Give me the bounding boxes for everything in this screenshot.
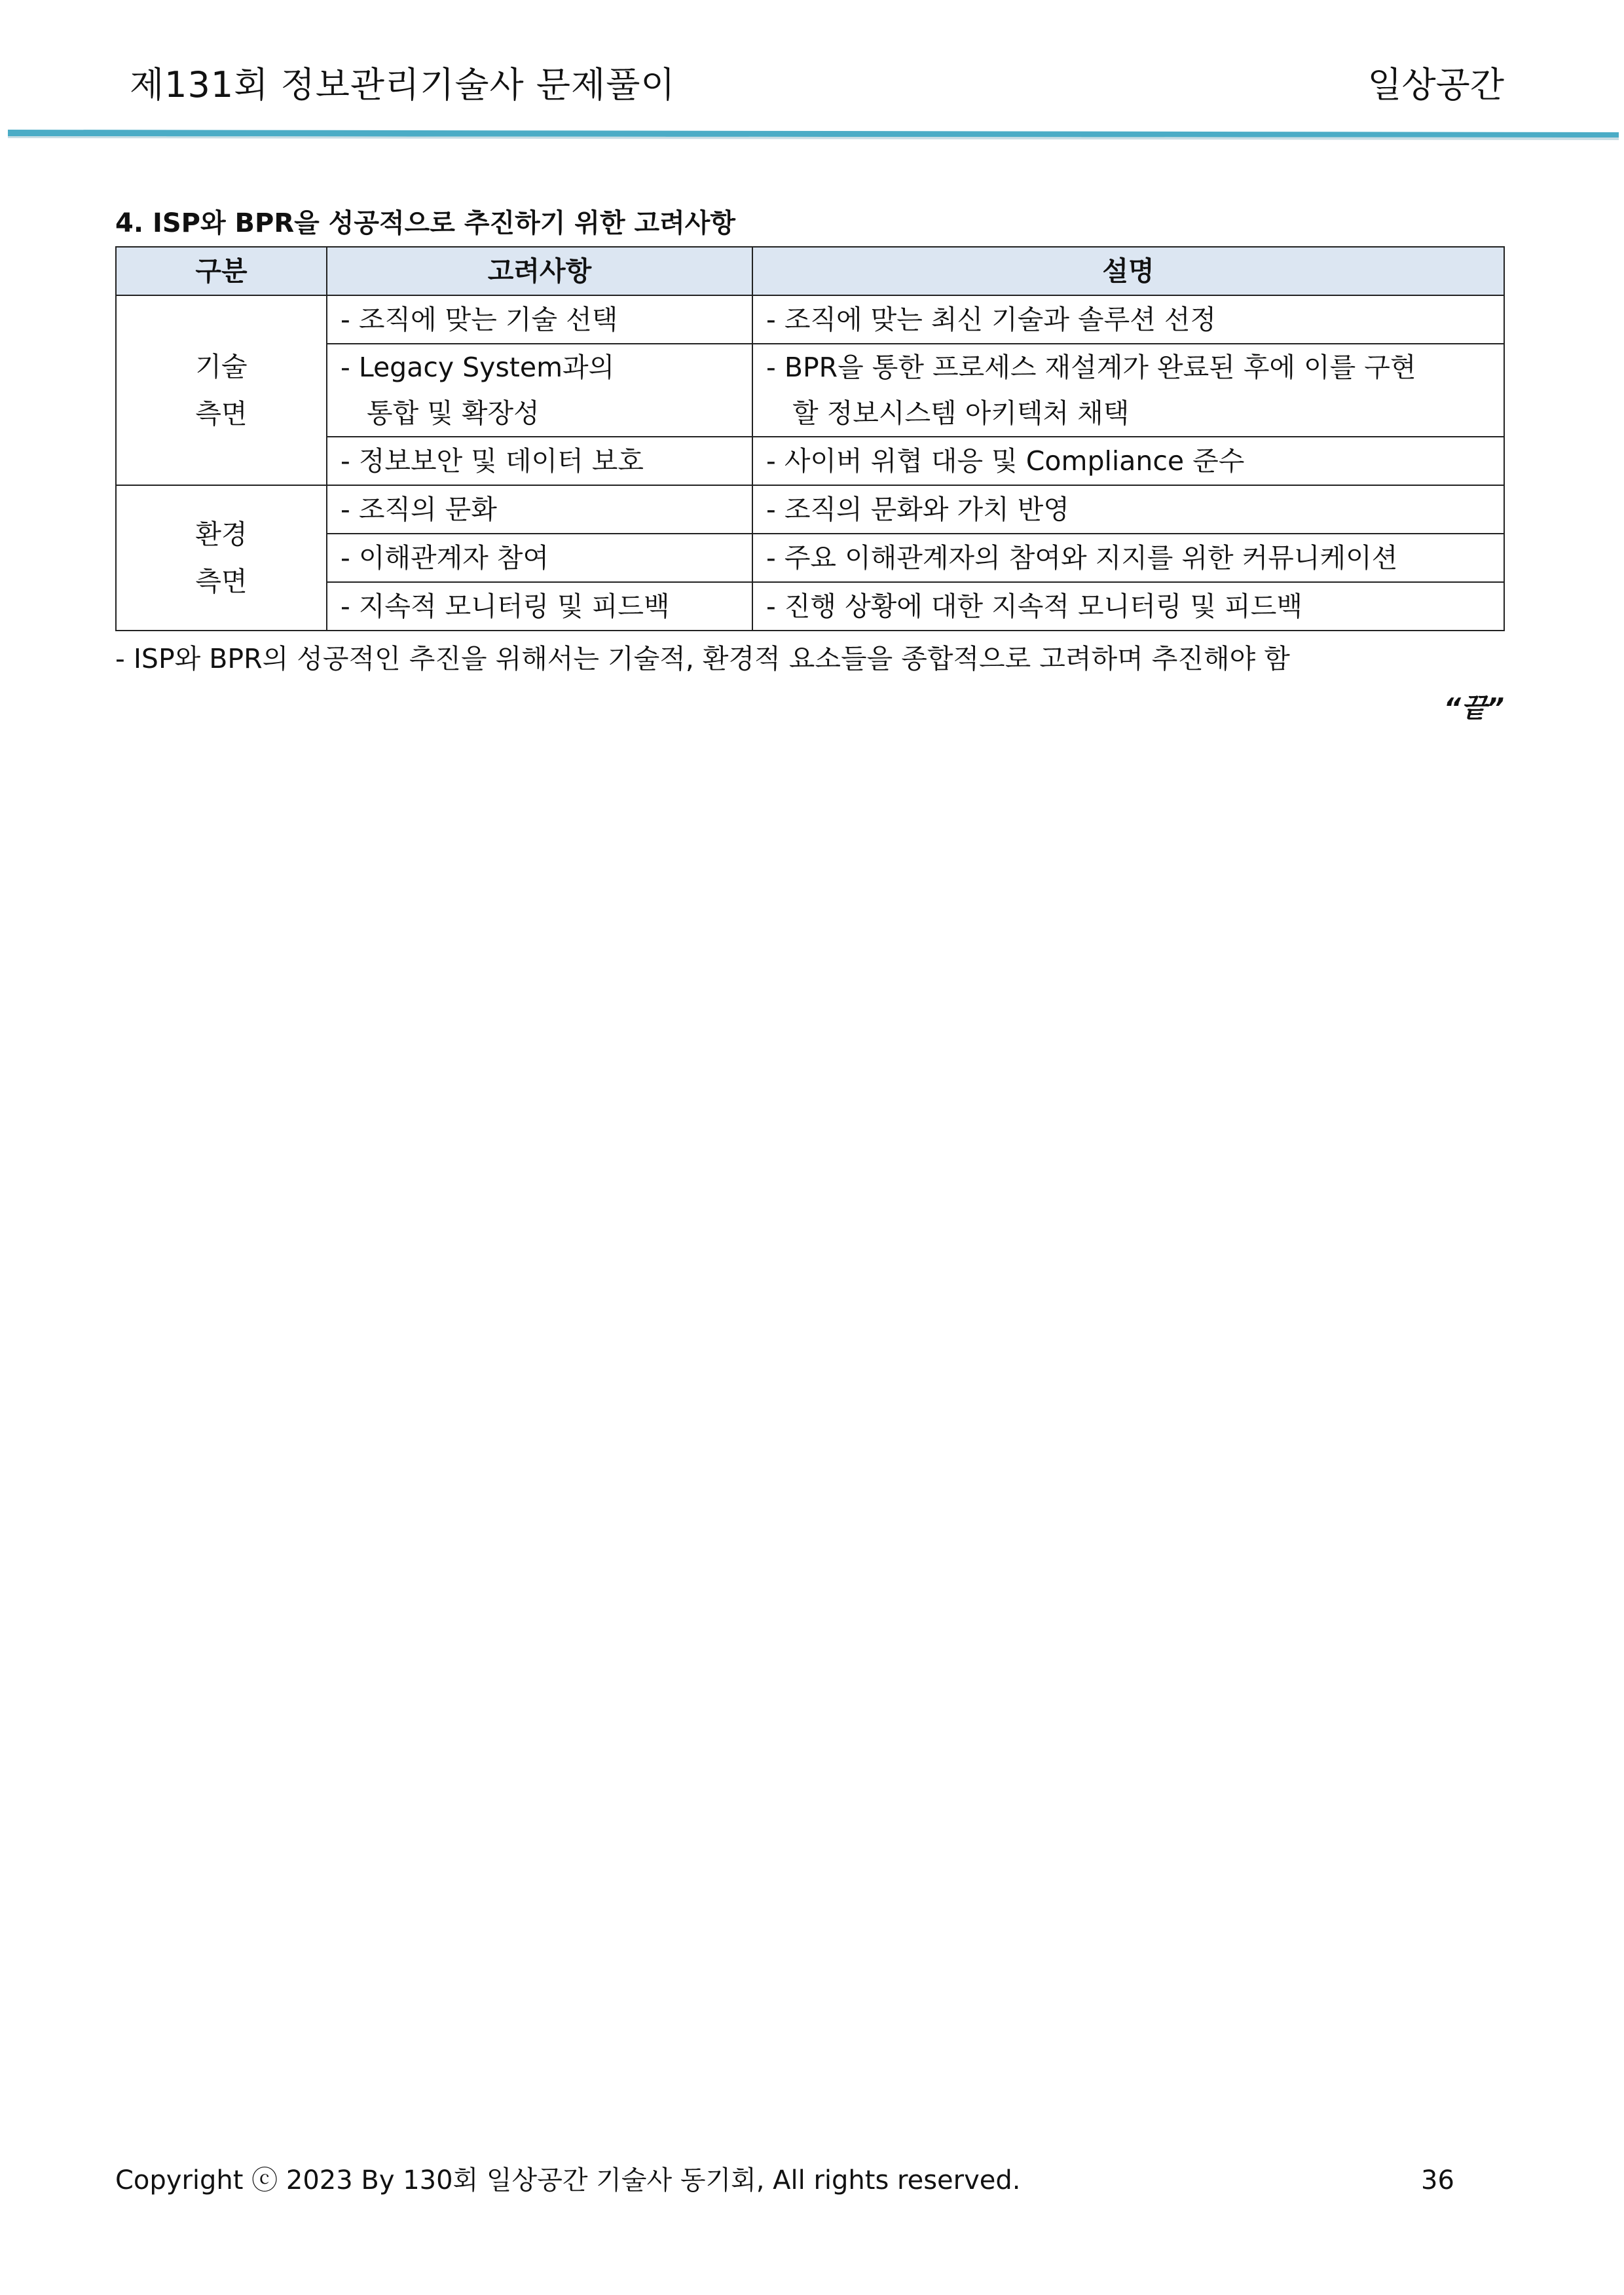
consideration-cell: - 정보보안 및 데이터 보호: [327, 437, 752, 485]
consideration-line: 통합 및 확장성: [367, 397, 540, 429]
header-rule: [8, 130, 1619, 141]
header-title: 제131회 정보관리기술사 문제풀이: [130, 64, 676, 105]
header-description: 설명: [752, 247, 1504, 295]
consideration-cell: [327, 344, 752, 437]
footer-page-number: 36: [1421, 2165, 1454, 2195]
consideration-cell: - 조직의 문화: [327, 485, 752, 534]
section-heading: 4. ISP와 BPR을 성공적으로 추진하기 위한 고려사항: [115, 208, 736, 238]
header-brand: 일상공간: [1367, 64, 1504, 105]
description-cell: - 조직에 맞는 최신 기술과 솔루션 선정: [752, 295, 1504, 344]
footer-copyright: Copyright ⓒ 2023 By 130회 일상공간 기술사 동기회, All rights reserved.: [115, 2165, 1021, 2195]
consideration-cell: - 이해관계자 참여: [327, 534, 752, 582]
table-header-row: [116, 247, 1504, 295]
category-label: 기술: [195, 351, 248, 382]
description-cell: - 조직의 문화와 가치 반영: [752, 485, 1504, 534]
consideration-cell: - 지속적 모니터링 및 피드백: [327, 582, 752, 631]
header-consideration: 고려사항: [327, 247, 752, 295]
summary-text: - ISP와 BPR의 성공적인 추진을 위해서는 기술적, 환경적 요소들을 종합적으로 고려하며 추진해야 함: [115, 643, 1290, 674]
category-label: 환경: [195, 519, 248, 550]
category-label: 측면: [195, 398, 248, 430]
end-mark: “끝”: [1443, 692, 1504, 724]
header-rule-band: [8, 130, 1619, 138]
table-row: [116, 485, 1504, 534]
description-cell: - 주요 이해관계자의 참여와 지지를 위한 커뮤니케이션: [752, 534, 1504, 582]
description-line: - BPR을 통한 프로세스 재설계가 완료된 후에 이를 구현: [766, 352, 1416, 383]
category-technical: [116, 295, 327, 485]
description-cell: [752, 344, 1504, 437]
category-label: 측면: [195, 566, 248, 597]
consideration-line: - Legacy System과의: [341, 352, 615, 383]
category-environmental: [116, 485, 327, 631]
consideration-cell: - 조직에 맞는 기술 선택: [327, 295, 752, 344]
table-row: [116, 295, 1504, 344]
considerations-table: [115, 246, 1505, 631]
description-line: 할 정보시스템 아키텍처 채택: [792, 397, 1130, 429]
header-category: 구분: [116, 247, 327, 295]
description-cell: - 사이버 위협 대응 및 Compliance 준수: [752, 437, 1504, 485]
description-cell: - 진행 상황에 대한 지속적 모니터링 및 피드백: [752, 582, 1504, 631]
